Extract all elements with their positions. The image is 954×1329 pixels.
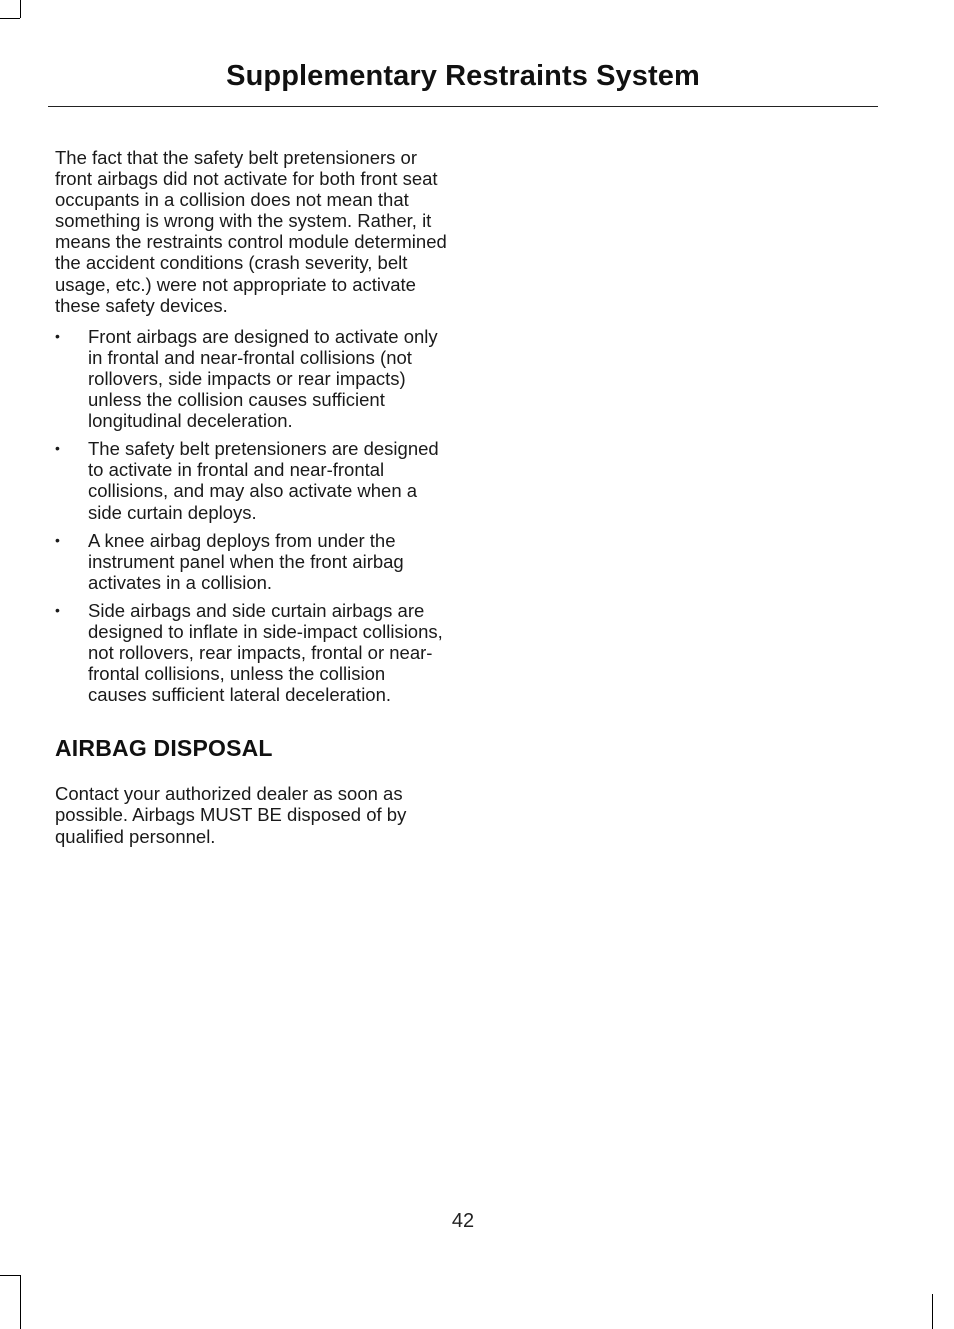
list-item — [55, 438, 447, 522]
bullet-icon: • — [55, 440, 60, 457]
crop-mark-bottom-left-horizontal — [0, 1275, 20, 1276]
title-divider — [48, 106, 878, 107]
bullet-icon: • — [55, 601, 60, 618]
list-item-text: Front airbags are designed to activate only in frontal and near-frontal collisions (not rollovers, side impacts or rear impacts) unless the collision causes sufficient longitudinal deceleration. — [88, 325, 438, 432]
section-paragraph: Contact your authorized dealer as soon as possible. Airbags MUST BE disposed of by qualified personnel. — [55, 783, 407, 847]
crop-mark-bottom-left-vertical — [20, 1275, 21, 1329]
intro-paragraph: The fact that the safety belt pretensioners or front airbags did not activate for both front seat occupants in a collision does not mean that something is wrong with the system. Rather, it means the restraints control module determined the accident conditions (crash severity, belt usage, etc.) were not appropriate to activate these safety devices. — [55, 147, 447, 316]
bullet-icon: • — [55, 531, 60, 548]
page-title: Supplementary Restraints System — [226, 60, 700, 92]
list-item — [55, 326, 447, 431]
crop-mark-bottom-right-vertical — [932, 1294, 933, 1329]
crop-mark-top-left-horizontal — [0, 18, 20, 19]
list-item — [55, 600, 447, 705]
page-number: 42 — [451, 1210, 475, 1232]
list-item-text: The safety belt pretensioners are designed to activate in frontal and near-frontal collisions, and may also activate when a side curtain deploys. — [88, 438, 439, 523]
bullet-icon: • — [55, 327, 60, 344]
list-item-text: A knee airbag deploys from under the instrument panel when the front airbag activates in a collision. — [88, 529, 404, 593]
main-column — [55, 147, 447, 847]
list-item — [55, 530, 447, 593]
crop-mark-top-left-vertical — [20, 0, 21, 18]
list-item-text: Side airbags and side curtain airbags are designed to inflate in side-impact collisions, not rollovers, rear impacts, frontal or near-frontal collisions, unless the collision causes sufficient lateral deceleration. — [88, 599, 443, 706]
bullet-list — [55, 326, 447, 706]
section-heading-airbag-disposal: AIRBAG DISPOSAL — [55, 735, 273, 762]
